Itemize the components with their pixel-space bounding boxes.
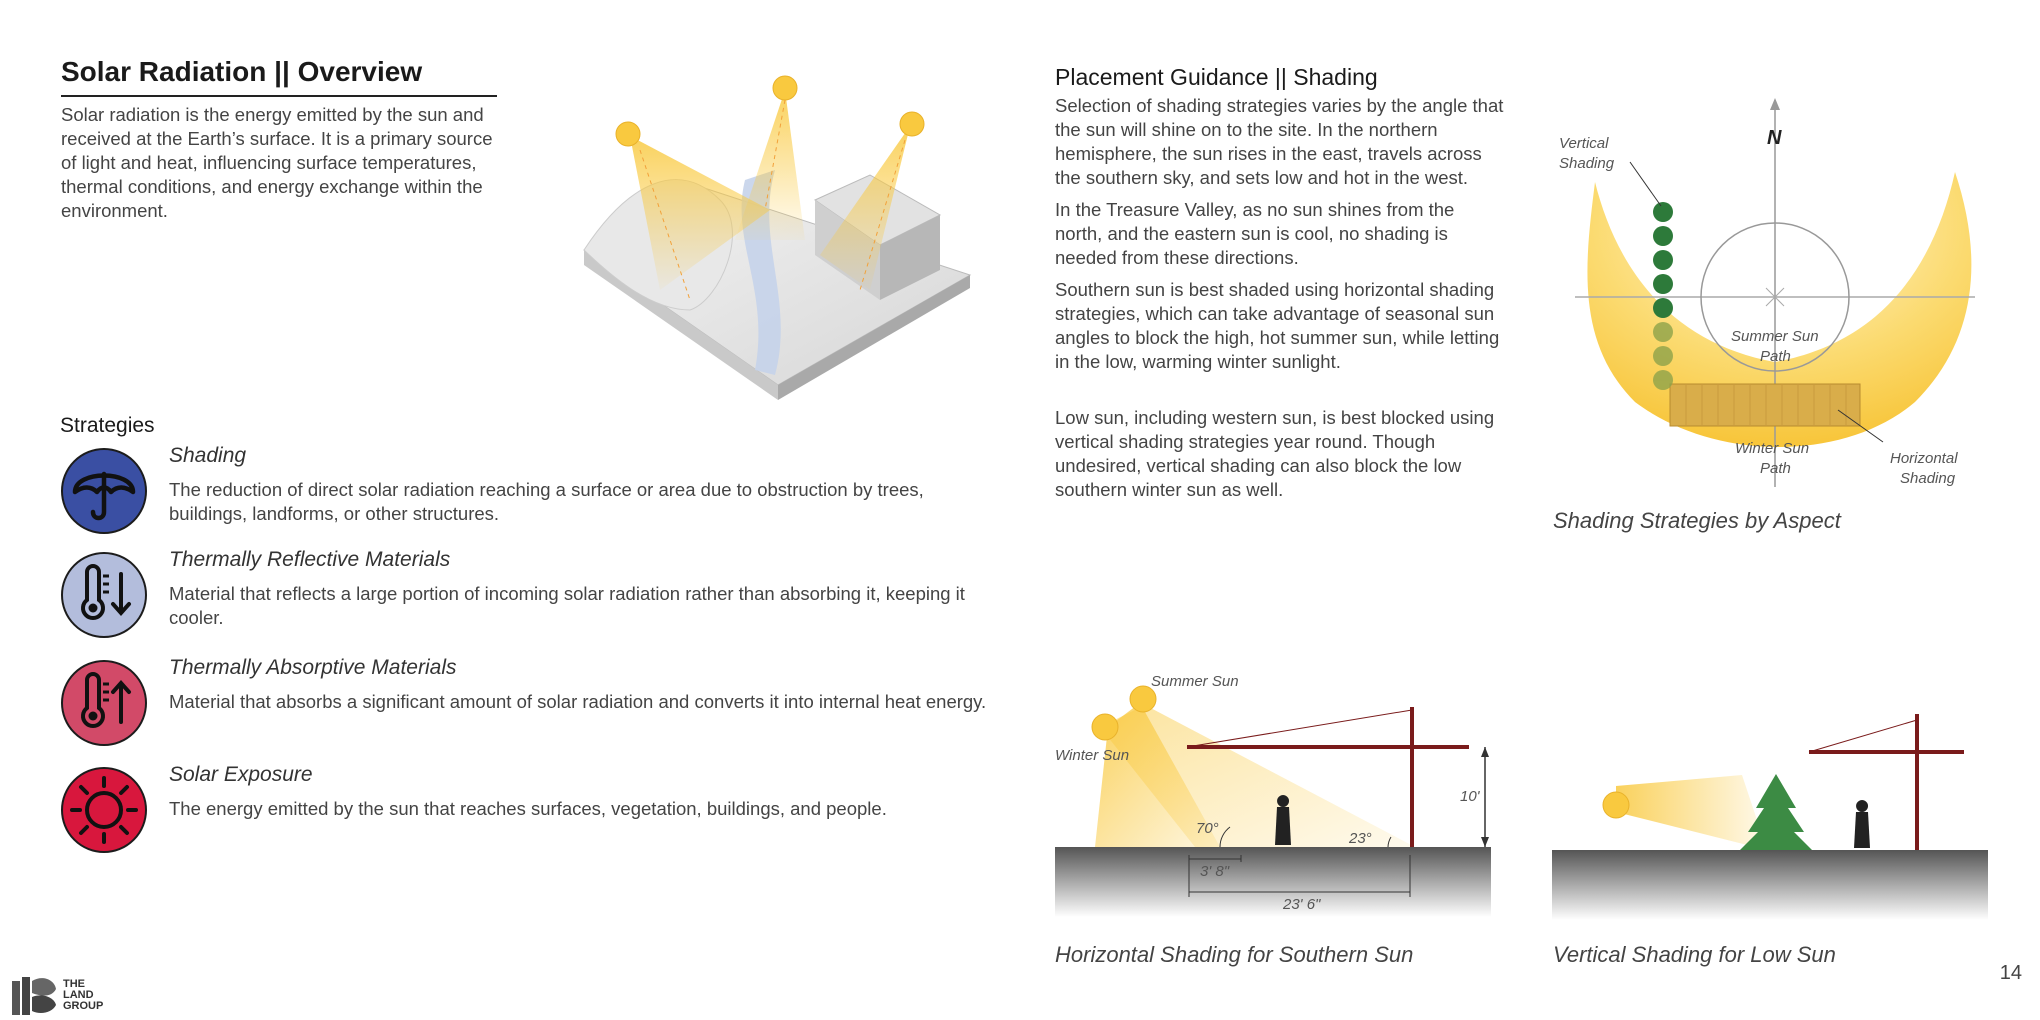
winter-path-label-1: Winter Sun [1735, 440, 1810, 457]
horizontal-shading-label-1: Horizontal [1890, 450, 1958, 467]
logo-text-3: GROUP [63, 999, 104, 1012]
strategy-title-absorptive: Thermally Absorptive Materials [169, 656, 457, 679]
placement-paragraph-4: Low sun, including western sun, is best blocked using vertical shading strategies year round. Though undesired, vertical shading can also block the low southern winter sun as well. [1055, 407, 1495, 500]
aspect-shading-diagram [1545, 92, 2005, 502]
long-dimension-label: 23' 6" [1283, 896, 1321, 913]
overview-text: Solar radiation is the energy emitted by the sun and received at the Earth’s surface. It is a primary source of light and heat, influencing surface temperatures, thermal conditions, and energy exchange within the environment. [61, 104, 493, 221]
logo-text-2: LAND [63, 988, 94, 1001]
aspect-diagram-caption: Shading Strategies by Aspect [1553, 508, 1841, 533]
exposure-icon-circle [61, 767, 147, 853]
logo-text-1: THE [63, 977, 85, 990]
winter-path-label-2: Path [1760, 460, 1791, 477]
strategy-desc-absorptive: Material that absorbs a significant amount of solar radiation and converts it into internal heat energy. [169, 691, 987, 712]
placement-paragraph-2: In the Treasure Valley, as no sun shines from the north, and the eastern sun is cool, no shading is needed from these directions. [1055, 199, 1455, 268]
placement-title: Placement Guidance || Shading [1055, 64, 1378, 90]
tree-logo-icon [12, 975, 58, 1015]
placement-paragraph-3: Southern sun is best shaded using horizontal shading strategies, which can take advantage of seasonal sun angles to block the high, hot summer sun, while letting in the low, warming winter sunlight. [1055, 279, 1500, 372]
horizontal-shading-label-2: Shading [1900, 470, 1956, 487]
strategy-desc-exposure: The energy emitted by the sun that reaches surfaces, vegetation, buildings, and people. [169, 798, 887, 819]
vertical-shading-label-1: Vertical [1559, 135, 1609, 152]
sun-icon [63, 769, 145, 851]
absorptive-icon-circle [61, 660, 147, 746]
low-diagram-caption: Vertical Shading for Low Sun [1553, 942, 1836, 967]
southern-diagram-caption: Horizontal Shading for Southern Sun [1055, 942, 1414, 967]
height-dimension-label: 10' [1460, 788, 1480, 805]
strategy-title-exposure: Solar Exposure [169, 763, 313, 786]
low-sun-diagram [1552, 700, 1992, 925]
southern-sun-diagram [1055, 665, 1495, 920]
strategy-title-reflective: Thermally Reflective Materials [169, 548, 451, 571]
thermometer-up-icon [63, 662, 145, 744]
north-label: N [1767, 127, 1782, 149]
umbrella-icon [63, 450, 145, 532]
reflective-icon-circle [61, 552, 147, 638]
overview-title: Solar Radiation || Overview [61, 56, 423, 87]
summer-path-label-2: Path [1760, 348, 1791, 365]
thermometer-down-icon [63, 554, 145, 636]
shading-icon-circle [61, 448, 147, 534]
vertical-shading-label-2: Shading [1559, 155, 1615, 172]
strategy-title-shading: Shading [169, 444, 247, 467]
page-number: 14 [1999, 962, 2022, 984]
winter-sun-label: Winter Sun [1055, 747, 1130, 764]
strategies-heading: Strategies [60, 414, 155, 437]
summer-path-label-1: Summer Sun [1731, 328, 1819, 345]
placement-paragraph-1: Selection of shading strategies varies by the angle that the sun will shine on to the site. In the northern hemisphere, the sun rises in the east, travels across the southern sky, and sets low and hot in the west. [1055, 95, 1504, 188]
short-dimension-label: 3' 8" [1200, 863, 1230, 880]
title-rule [61, 95, 497, 97]
strategy-desc-reflective: Material that reflects a large portion of incoming solar radiation rather than absorbing it, keeping it cooler. [169, 583, 965, 628]
company-logo [12, 975, 103, 1015]
summer-sun-label: Summer Sun [1151, 673, 1239, 690]
isometric-site-illustration [570, 70, 990, 400]
angle-high-label: 70° [1196, 820, 1219, 837]
strategy-desc-shading: The reduction of direct solar radiation reaching a surface or area due to obstruction by trees, buildings, landforms, or other structures. [169, 479, 924, 524]
angle-low-label: 23° [1349, 830, 1372, 847]
